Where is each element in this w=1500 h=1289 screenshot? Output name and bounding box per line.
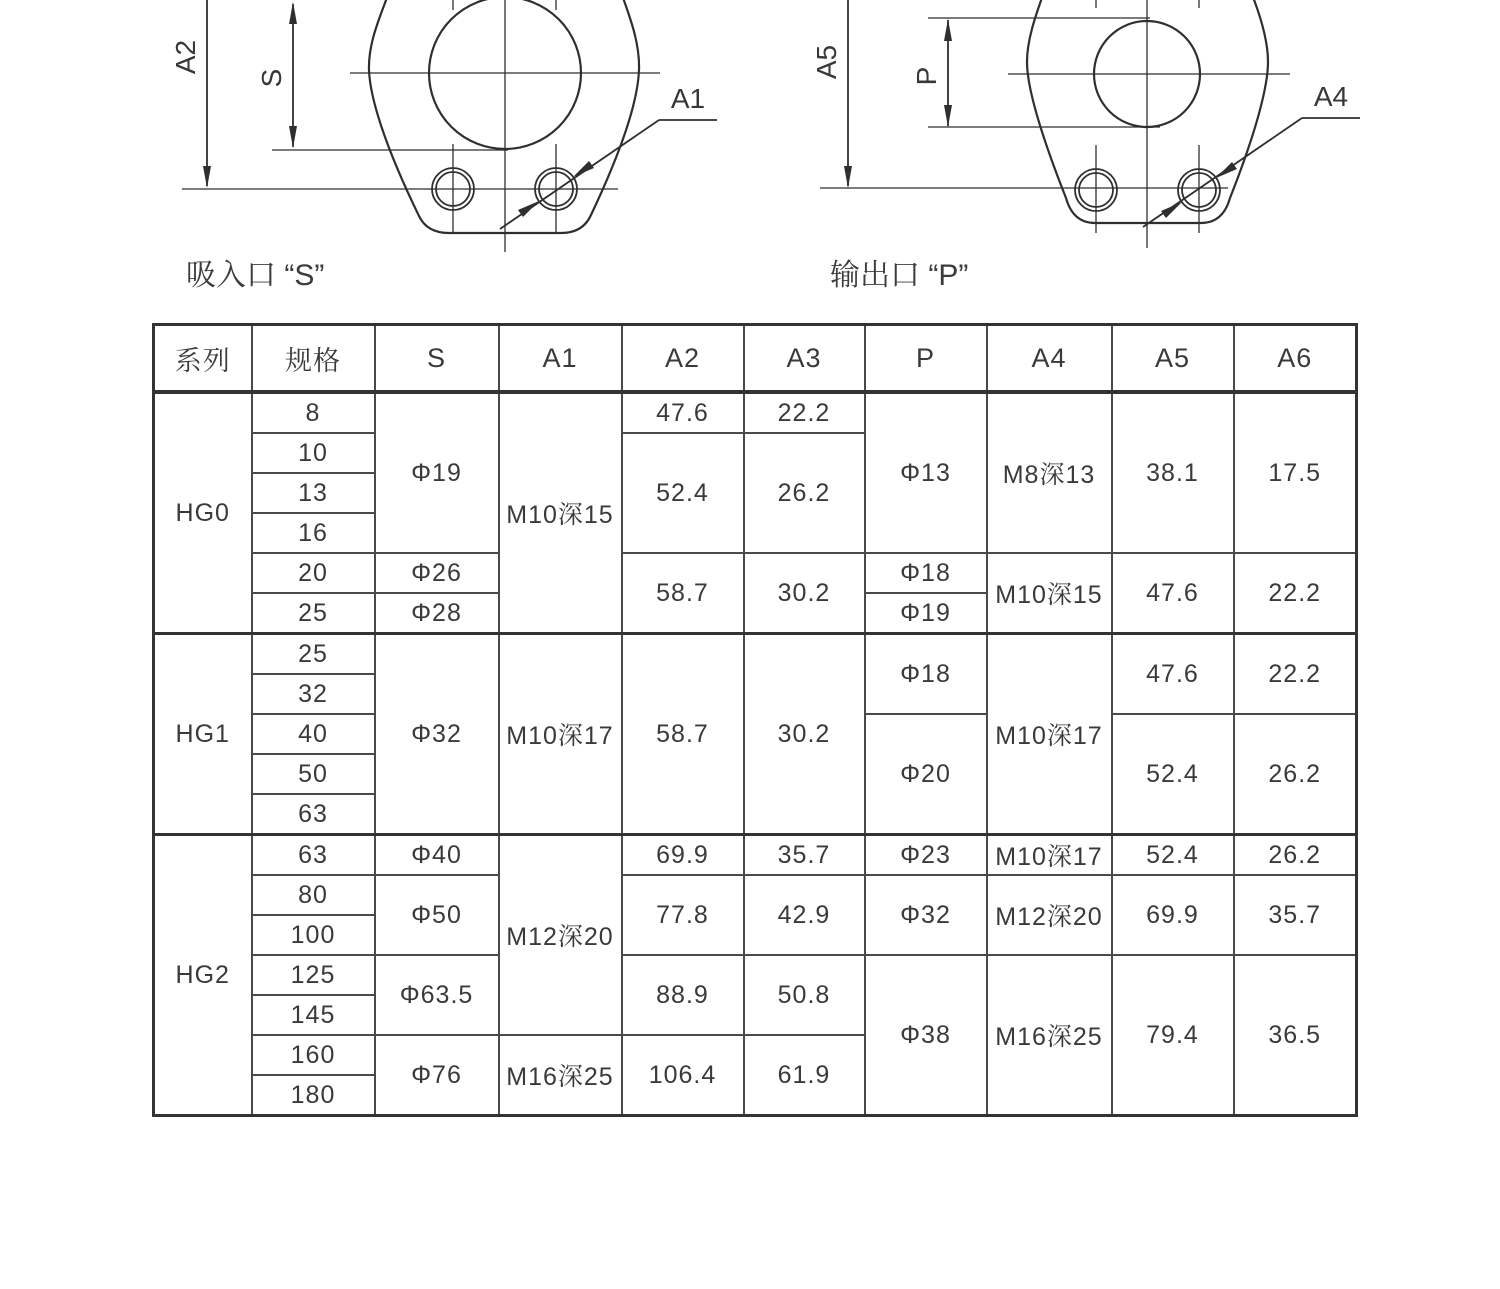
cell-a5: 79.4	[1112, 955, 1234, 1116]
cell-p: Φ23	[865, 835, 987, 876]
header-cell-a2: A2	[622, 325, 744, 393]
cell-a2: 88.9	[622, 955, 744, 1035]
cell-spec: 20	[252, 553, 375, 593]
cell-a2: 69.9	[622, 835, 744, 876]
cell-a3: 50.8	[744, 955, 865, 1035]
cell-spec: 40	[252, 714, 375, 754]
cell-spec: 63	[252, 794, 375, 835]
cell-spec: 100	[252, 915, 375, 955]
output-port-drawing	[811, 0, 1360, 248]
cell-p: Φ18	[865, 553, 987, 593]
cell-spec: 10	[252, 433, 375, 473]
header-cell-s: S	[375, 325, 499, 393]
cell-a3: 22.2	[744, 392, 865, 433]
dim-label-s: S	[256, 68, 287, 88]
suction-port-caption: 吸入口 “S”	[186, 259, 325, 292]
cell-a6: 26.2	[1234, 714, 1357, 835]
cell-a3: 30.2	[744, 634, 865, 835]
arrowhead	[573, 161, 594, 177]
cell-a6: 22.2	[1234, 553, 1357, 634]
cell-p: Φ18	[865, 634, 987, 715]
cell-a4: M16深25	[987, 955, 1112, 1116]
cell-s: Φ19	[375, 392, 499, 553]
arrowhead	[944, 19, 952, 41]
cell-a6: 35.7	[1234, 875, 1357, 955]
cell-spec: 125	[252, 955, 375, 995]
cell-a2: 47.6	[622, 392, 744, 433]
cell-a1: M10深17	[499, 634, 622, 835]
cell-a4: M10深15	[987, 553, 1112, 634]
cell-p: Φ38	[865, 955, 987, 1116]
table-row	[154, 875, 1357, 915]
cell-spec: 50	[252, 754, 375, 794]
suction-port-drawing	[170, 0, 717, 252]
cell-a3: 61.9	[744, 1035, 865, 1116]
flange-outline	[369, 0, 639, 233]
header-cell-a4: A4	[987, 325, 1112, 393]
table-row	[154, 553, 1357, 593]
header-cell-spec: 规格	[252, 325, 375, 393]
cell-a2: 106.4	[622, 1035, 744, 1116]
table-row	[154, 634, 1357, 675]
header-cell-p: P	[865, 325, 987, 393]
cell-a2: 58.7	[622, 634, 744, 835]
output-port-caption: 输出口 “P”	[830, 259, 969, 292]
cell-spec: 180	[252, 1075, 375, 1116]
cell-p: Φ19	[865, 593, 987, 634]
flange-dimensions-table	[152, 323, 1358, 1117]
cell-p: Φ20	[865, 714, 987, 835]
cell-a6: 22.2	[1234, 634, 1357, 715]
table-row	[154, 955, 1357, 995]
table-header-row	[154, 325, 1357, 393]
cell-a5: 38.1	[1112, 392, 1234, 553]
cell-spec: 25	[252, 634, 375, 675]
cell-s: Φ28	[375, 593, 499, 634]
cell-spec: 16	[252, 513, 375, 553]
cell-a4: M12深20	[987, 875, 1112, 955]
cell-series: HG0	[154, 392, 252, 634]
cell-p: Φ32	[865, 875, 987, 955]
arrowhead	[289, 2, 297, 24]
cell-a3: 35.7	[744, 835, 865, 876]
cell-a6: 17.5	[1234, 392, 1357, 553]
table-row	[154, 835, 1357, 876]
cell-a3: 42.9	[744, 875, 865, 955]
cell-spec: 25	[252, 593, 375, 634]
dim-label-p: P	[911, 66, 942, 86]
cell-spec: 145	[252, 995, 375, 1035]
cell-a1: M16深25	[499, 1035, 622, 1116]
header-cell-a3: A3	[744, 325, 865, 393]
header-cell-a5: A5	[1112, 325, 1234, 393]
cell-spec: 80	[252, 875, 375, 915]
cell-a2: 58.7	[622, 553, 744, 634]
leader-label-a1: A1	[670, 83, 706, 114]
header-cell-a6: A6	[1234, 325, 1357, 393]
arrowhead	[1161, 202, 1182, 218]
header-cell-a1: A1	[499, 325, 622, 393]
cell-a3: 30.2	[744, 553, 865, 634]
cell-a2: 77.8	[622, 875, 744, 955]
dim-label-a5: A5	[811, 44, 842, 80]
dim-label-a2: A2	[170, 39, 201, 75]
cell-a5: 52.4	[1112, 835, 1234, 876]
cell-s: Φ40	[375, 835, 499, 876]
cell-p: Φ13	[865, 392, 987, 553]
cell-a4: M8深13	[987, 392, 1112, 553]
cell-a4: M10深17	[987, 835, 1112, 876]
cell-a6: 36.5	[1234, 955, 1357, 1116]
cell-a6: 26.2	[1234, 835, 1357, 876]
cell-a4: M10深17	[987, 634, 1112, 835]
cell-series: HG1	[154, 634, 252, 835]
cell-spec: 13	[252, 473, 375, 513]
arrowhead	[944, 105, 952, 127]
header-cell-series: 系列	[154, 325, 252, 393]
cell-a5: 69.9	[1112, 875, 1234, 955]
cell-spec: 160	[252, 1035, 375, 1075]
cell-a2: 52.4	[622, 433, 744, 553]
cell-spec: 32	[252, 674, 375, 714]
cell-a1: M12深20	[499, 835, 622, 1036]
cell-spec: 8	[252, 392, 375, 433]
cell-a3: 26.2	[744, 433, 865, 553]
cell-a5: 52.4	[1112, 714, 1234, 835]
cell-series: HG2	[154, 835, 252, 1116]
cell-spec: 63	[252, 835, 375, 876]
arrowhead	[844, 166, 852, 188]
cell-s: Φ50	[375, 875, 499, 955]
arrowhead	[289, 126, 297, 148]
cell-a5: 47.6	[1112, 634, 1234, 715]
cell-s: Φ32	[375, 634, 499, 835]
cell-s: Φ26	[375, 553, 499, 593]
leader-label-a4: A4	[1313, 81, 1349, 112]
cell-a5: 47.6	[1112, 553, 1234, 634]
cell-s: Φ63.5	[375, 955, 499, 1035]
cell-a1: M10深15	[499, 392, 622, 634]
table-row	[154, 392, 1357, 433]
arrowhead	[203, 166, 211, 188]
cell-s: Φ76	[375, 1035, 499, 1116]
